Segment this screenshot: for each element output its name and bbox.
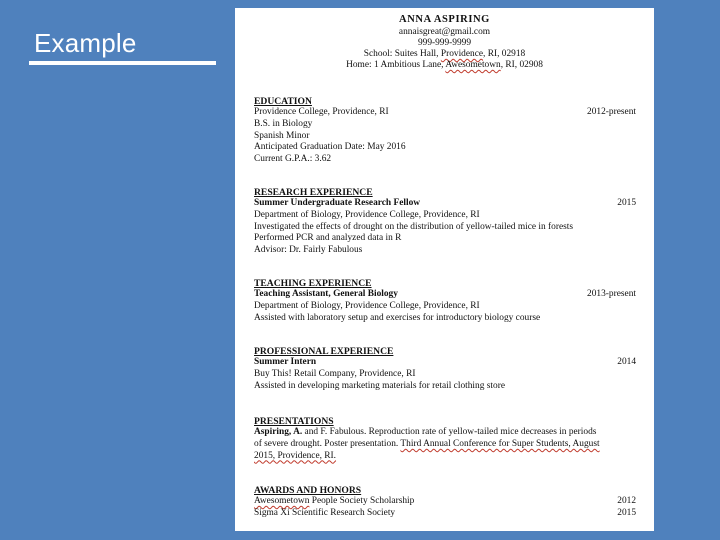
presentations-heading: PRESENTATIONS (254, 416, 334, 427)
award-1 (254, 496, 414, 508)
teaching-detail-1: Assisted with laboratory setup and exercises for introductory biology course (254, 312, 541, 323)
award-2: Sigma Xi Scientific Research Society (254, 507, 396, 518)
resume-home-address (235, 60, 654, 71)
professional-heading: PROFESSIONAL EXPERIENCE (254, 346, 394, 357)
professional-detail-1: Assisted in developing marketing materials for retail clothing store (254, 380, 505, 391)
education-section (254, 96, 636, 166)
resume-page (235, 8, 654, 531)
research-dept: Department of Biology, Providence College, Providence, RI (254, 209, 480, 220)
slide-title: Example (34, 28, 137, 58)
award-row-2 (254, 508, 636, 520)
education-school: Providence College, Providence, RI (254, 107, 389, 117)
education-minor: Spanish Minor (254, 130, 310, 141)
presentation-title-part: and F. Fabulous. Reproduction rate of yellow-tailed mice decreases in periods (302, 427, 597, 437)
resume-header (235, 8, 654, 71)
home-address-prefix: Home: 1 Ambitious Lane, (346, 60, 446, 71)
award-1-year: 2012 (617, 496, 636, 506)
teaching-heading: TEACHING EXPERIENCE (254, 278, 372, 289)
award-1-name: People Society Scholarship (309, 496, 415, 506)
presentations-section (254, 416, 636, 462)
resume-document (235, 8, 654, 518)
professional-company: Buy This! Retail Company, Providence, RI (254, 368, 416, 379)
resume-name: ANNA ASPIRING (399, 14, 490, 25)
research-heading: RESEARCH EXPERIENCE (254, 187, 373, 198)
research-detail-2: Performed PCR and analyzed data in R (254, 233, 402, 244)
professional-role-row (254, 357, 636, 369)
professional-year: 2014 (617, 357, 636, 367)
presentation-line-3 (254, 451, 636, 463)
research-advisor: Advisor: Dr. Fairly Fabulous (254, 245, 363, 256)
awards-heading: AWARDS AND HONORS (254, 485, 362, 496)
resume-email: annaisgreat@gmail.com (398, 26, 491, 37)
research-year: 2015 (617, 198, 636, 208)
presentation-date-place: 2015, Providence, RI. (254, 450, 337, 461)
home-address-suffix: , RI, 02908 (500, 60, 543, 71)
resume-school-address (235, 49, 654, 60)
presentation-line-1 (254, 427, 636, 439)
professional-role: Summer Intern (254, 357, 317, 367)
school-address-suffix: , RI, 02918 (483, 48, 526, 59)
home-address-city: Awesometown (445, 60, 501, 71)
presentation-author: Aspiring, A. (254, 427, 303, 437)
award-row-1 (254, 496, 636, 508)
research-role-row (254, 198, 636, 210)
title-underline (29, 61, 216, 65)
research-role: Summer Undergraduate Research Fellow (254, 198, 421, 208)
teaching-role-row (254, 289, 636, 301)
presentation-conference: Third Annual Conference for Super Students, August (400, 438, 600, 449)
school-address-city: Providence (440, 48, 484, 59)
education-graduation: Anticipated Graduation Date: May 2016 (254, 142, 406, 153)
education-gpa: Current G.P.A.: 3.62 (254, 154, 332, 165)
resume-phone: 999-999-9999 (417, 37, 472, 48)
award-1-town: Awesometown (254, 496, 310, 506)
school-address-prefix: School: Suites Hall, (363, 48, 441, 59)
education-degree: B.S. in Biology (254, 118, 313, 129)
education-dates: 2012-present (587, 107, 636, 117)
teaching-dates: 2013-present (587, 289, 636, 299)
teaching-section (254, 278, 636, 324)
teaching-role: Teaching Assistant, General Biology (254, 289, 398, 299)
research-section (254, 187, 636, 257)
presentation-type: of severe drought. Poster presentation. (254, 438, 401, 449)
professional-section (254, 346, 636, 392)
education-school-row (254, 107, 636, 119)
education-heading: EDUCATION (254, 96, 312, 107)
research-detail-1: Investigated the effects of drought on the distribution of yellow-tailed mice in forests (254, 221, 574, 232)
award-2-year: 2015 (617, 507, 636, 518)
presentation-line-2 (254, 439, 636, 451)
teaching-dept: Department of Biology, Providence College, Providence, RI (254, 300, 480, 311)
awards-section (254, 485, 636, 520)
